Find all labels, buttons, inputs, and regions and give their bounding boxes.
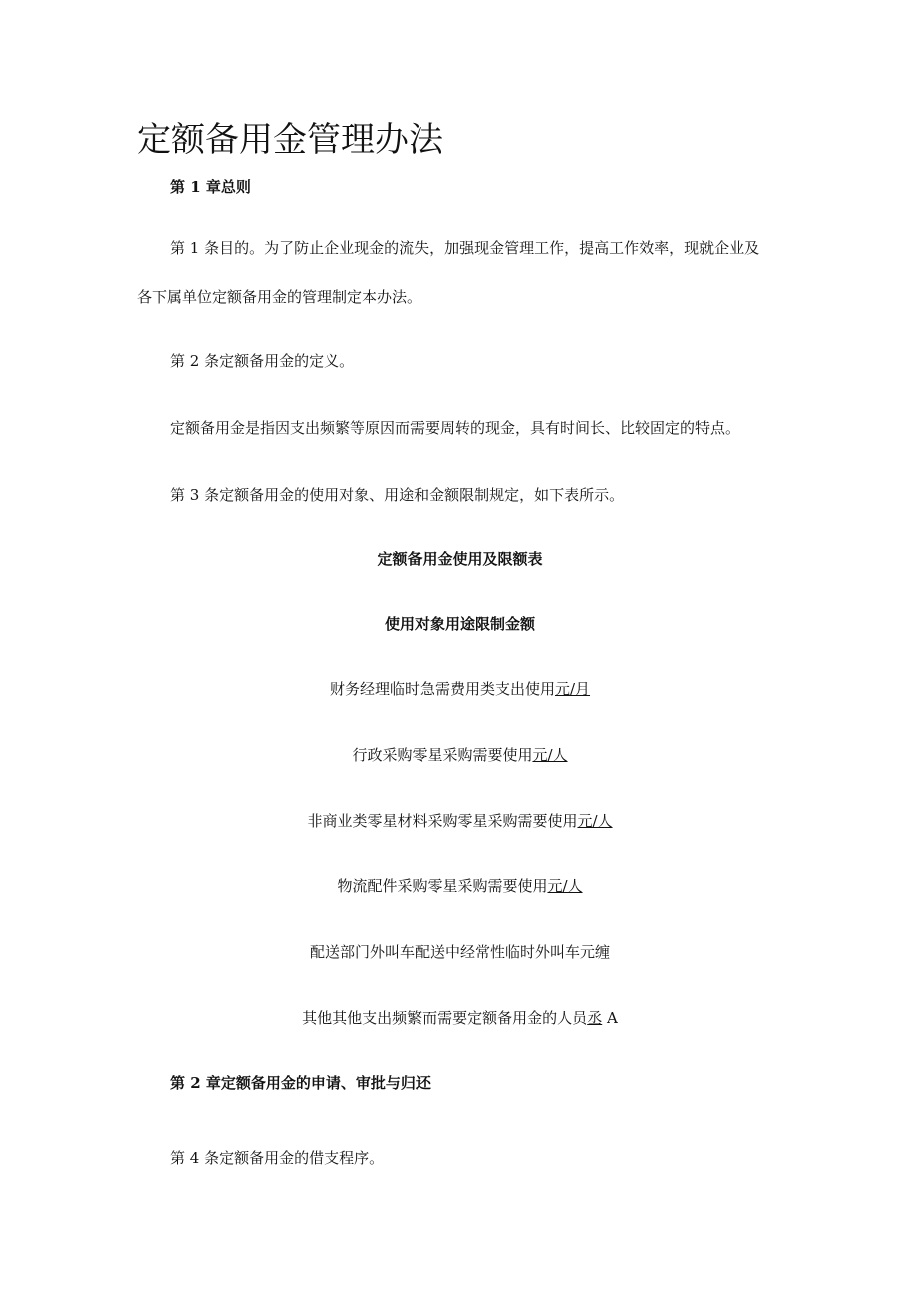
table-row-text: 其他其他支出频繁而需要定额备用金的人员 (302, 1009, 588, 1027)
table-row-unit: 丞 (587, 1009, 603, 1027)
chapter-1-heading: 第 1 章总则 (170, 178, 251, 196)
article-2-body: 定额备用金是指因支出频繁等原因而需要周转的现金，具有时间长、比较固定的特点。 (170, 419, 741, 437)
article-1-line-1: 第 1 条目的。为了防止企业现金的流失，加强现金管理工作，提高工作效率，现就企业及 (170, 239, 760, 257)
table-row (0, 942, 920, 962)
article-3-heading: 第 3 条定额备用金的使用对象、用途和金额限制规定，如下表所示。 (170, 486, 625, 504)
table-row (0, 745, 920, 765)
table-row-unit: 元/人 (547, 877, 583, 895)
table-caption: 定额备用金使用及限额表 (377, 550, 543, 568)
table-row-text: 非商业类零星材料采购零星采购需要使用 (307, 812, 578, 830)
table-row (0, 679, 920, 699)
article-4-heading: 第 4 条定额备用金的借支程序。 (170, 1149, 385, 1167)
article-2-heading: 第 2 条定额备用金的定义。 (170, 352, 355, 370)
table-row-unit: 元/月 (554, 680, 591, 698)
table-row-unit: 元/人 (532, 746, 568, 764)
table-row (0, 811, 920, 831)
table-header: 使用对象用途限制金额 (384, 615, 535, 633)
table-row-unit: 元/人 (577, 812, 613, 830)
table-row-text: 物流配件采购零星采购需要使用 (337, 877, 548, 895)
table-row-text: 财务经理临时急需费用类支出使用 (329, 680, 555, 698)
table-row-text: 配送部门外叫车配送中经常性临时外叫车元缠 (309, 943, 610, 961)
table-row (0, 1008, 920, 1028)
chapter-2-heading: 第 2 章定额备用金的申请、审批与归还 (170, 1074, 431, 1092)
document-title: 定额备用金管理办法 (137, 120, 443, 160)
article-1-line-2: 各下属单位定额备用金的管理制定本办法。 (137, 288, 423, 306)
table-row-text: 行政采购零星采购需要使用 (352, 746, 533, 764)
table-row (0, 876, 920, 896)
table-row-tail: A (602, 1009, 618, 1027)
